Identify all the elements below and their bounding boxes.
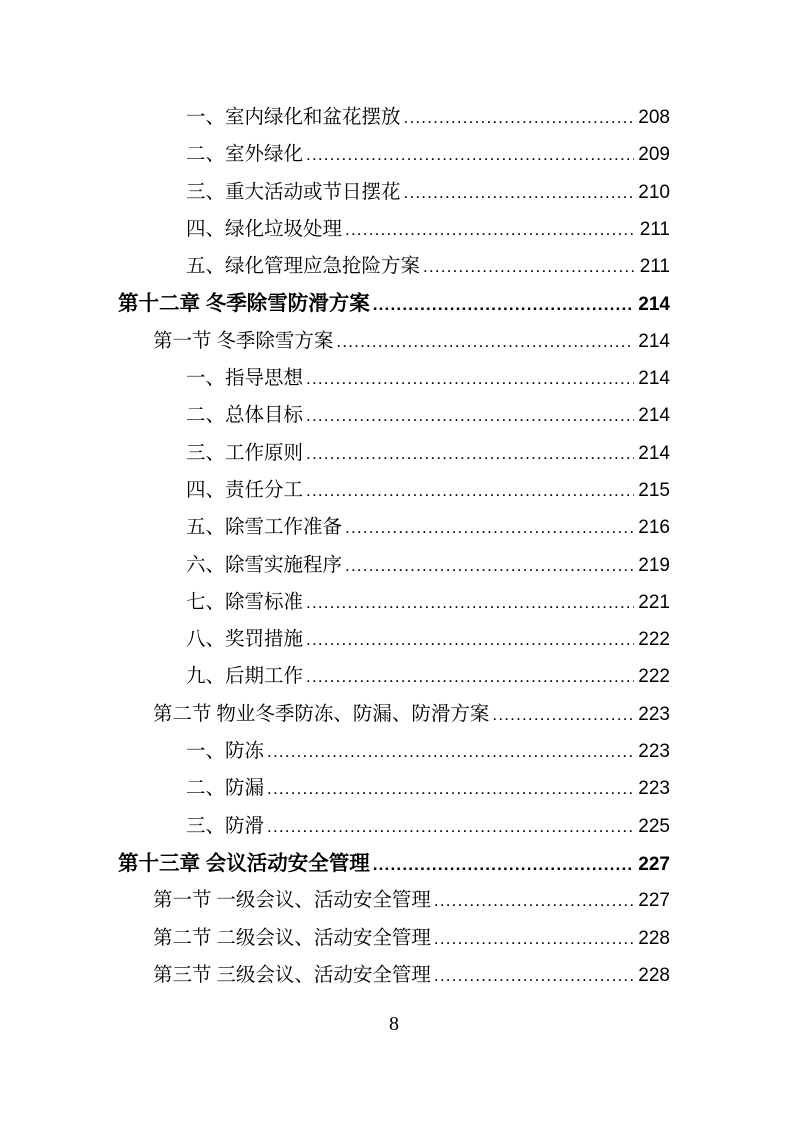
toc-entry-page: 210 [638,181,670,203]
toc-entry-page: 211 [639,256,670,278]
toc-entry-title: 八、奖罚措施 [186,629,304,651]
toc-dot-leader [434,920,634,957]
toc-entry-title: 四、责任分工 [186,479,304,501]
table-of-contents [118,99,670,994]
toc-entry[interactable] [118,882,670,919]
toc-entry-title: 第十三章 会议活动安全管理 [118,851,370,875]
toc-entry[interactable] [118,360,670,397]
toc-entry-title: 一、室内绿化和盆花摆放 [186,107,401,128]
toc-entry-title: 二、防漏 [186,778,265,800]
toc-entry-page: 223 [638,703,670,725]
toc-entry[interactable] [118,174,670,211]
toc-entry-title: 第一节 冬季除雪方案 [153,330,334,352]
toc-entry[interactable] [118,509,670,546]
toc-entry-page: 214 [638,368,670,390]
toc-dot-leader [306,435,634,472]
page-footer [118,1012,670,1036]
toc-entry[interactable] [118,621,670,658]
toc-dot-leader [306,136,634,173]
toc-dot-leader [373,285,635,323]
toc-dot-leader [404,174,635,211]
toc-entry-page: 227 [638,853,670,875]
toc-entry-page: 214 [638,405,670,427]
toc-entry[interactable] [118,770,670,807]
toc-dot-leader [267,808,634,845]
toc-entry[interactable] [118,808,670,845]
toc-entry-title: 四、绿化垃圾处理 [186,218,343,240]
toc-entry-title: 六、除雪实施程序 [186,554,343,576]
toc-dot-leader [345,211,636,248]
toc-entry[interactable] [118,211,670,248]
toc-dot-leader [306,360,634,397]
toc-entry-title: 第二节 二级会议、活动安全管理 [153,927,431,949]
toc-entry-title: 二、总体目标 [186,405,304,427]
toc-dot-leader [492,696,634,733]
toc-entry[interactable] [118,285,670,322]
toc-entry[interactable] [118,957,670,994]
toc-entry-title: 九、后期工作 [186,666,304,688]
toc-entry-title: 二、室外绿化 [186,144,304,166]
toc-dot-leader [434,882,634,919]
toc-entry-page: 227 [638,890,670,912]
toc-entry-page: 216 [638,517,670,539]
toc-entry-title: 三、工作原则 [186,442,304,464]
toc-entry-page: 219 [638,554,670,576]
toc-entry-page: 228 [638,927,670,949]
toc-entry-page: 221 [638,591,670,613]
toc-entry-title: 五、除雪工作准备 [186,517,343,539]
toc-entry-title: 三、重大活动或节日摆花 [186,181,401,203]
toc-dot-leader [306,584,634,621]
toc-entry-title: 第十二章 冬季除雪防滑方案 [118,292,370,316]
toc-entry[interactable] [118,397,670,434]
toc-entry-page: 209 [638,144,670,166]
toc-dot-leader [306,621,634,658]
toc-dot-leader [404,99,635,136]
toc-dot-leader [267,770,634,807]
toc-entry-page: 222 [638,666,670,688]
toc-entry[interactable] [118,920,670,957]
toc-entry[interactable] [118,547,670,584]
toc-entry-page: 222 [638,629,670,651]
toc-entry[interactable] [118,658,670,695]
toc-entry-title: 三、防滑 [186,815,265,837]
toc-entry[interactable] [118,733,670,770]
toc-dot-leader [345,509,634,546]
toc-entry-page: 208 [638,107,670,128]
toc-entry[interactable] [118,584,670,621]
toc-entry[interactable] [118,696,670,733]
toc-entry-page: 225 [638,815,670,837]
toc-entry-title: 一、防冻 [186,741,265,763]
toc-entry-title: 五、绿化管理应急抢险方案 [186,256,421,278]
toc-entry[interactable] [118,323,670,360]
toc-entry-title: 一、指导思想 [186,368,304,390]
toc-dot-leader [423,248,636,285]
toc-entry-title: 七、除雪标准 [186,591,304,613]
toc-entry[interactable] [118,248,670,285]
toc-dot-leader [373,845,635,883]
toc-entry-title: 第三节 三级会议、活动安全管理 [153,964,431,986]
toc-entry-page: 214 [638,442,670,464]
toc-entry[interactable] [118,435,670,472]
toc-entry[interactable] [118,136,670,173]
toc-entry[interactable] [118,99,670,136]
toc-entry-page: 211 [639,218,670,240]
toc-dot-leader [267,733,634,770]
toc-dot-leader [306,397,634,434]
toc-entry[interactable] [118,472,670,509]
toc-dot-leader [306,658,634,695]
toc-dot-leader [336,323,634,360]
toc-dot-leader [345,547,634,584]
toc-entry-title: 第一节 一级会议、活动安全管理 [153,890,431,912]
toc-dot-leader [306,472,634,509]
toc-entry-page: 214 [638,294,670,316]
toc-entry-page: 223 [638,778,670,800]
toc-entry-page: 215 [638,479,670,501]
footer-page-number: 8 [389,1013,399,1035]
toc-entry[interactable] [118,845,670,882]
toc-entry-page: 214 [638,330,670,352]
toc-entry-page: 228 [638,964,670,986]
toc-entry-title: 第二节 物业冬季防冻、防漏、防滑方案 [153,703,490,725]
toc-dot-leader [434,957,634,994]
toc-entry-page: 223 [638,741,670,763]
